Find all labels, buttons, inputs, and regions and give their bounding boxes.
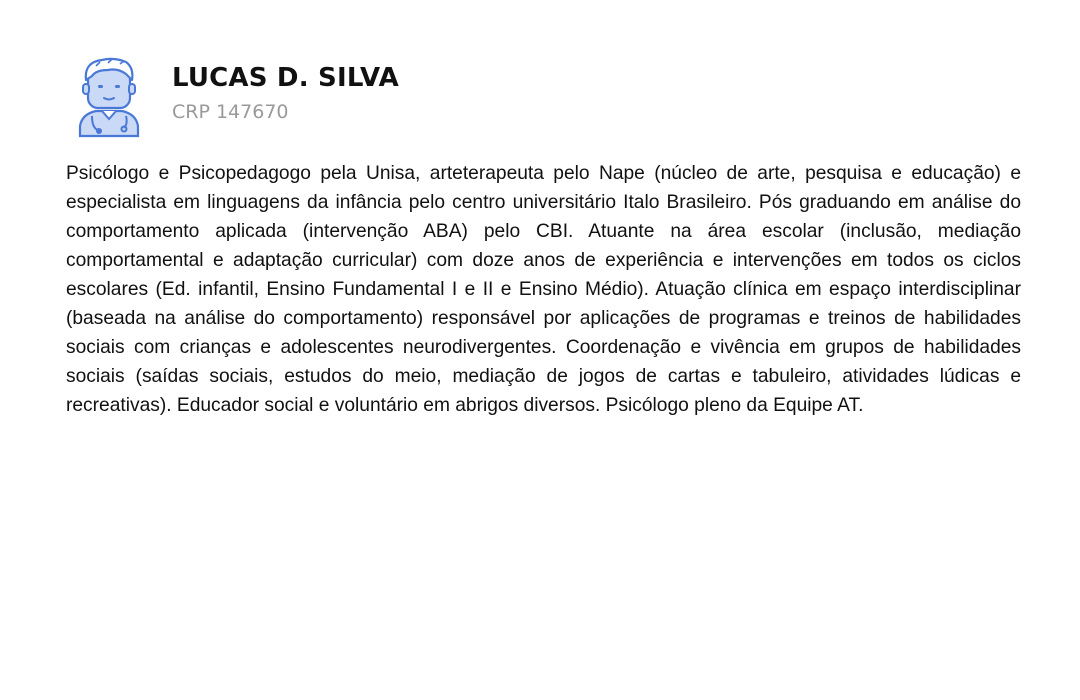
- profile-header: [66, 56, 1021, 140]
- professional-bio: Psicólogo e Psicopedagogo pela Unisa, arteterapeuta pelo Nape (núcleo de arte, pesquisa e educação) e especialista em linguagens da infância pelo centro universitário Italo Brasileiro. Pós graduando em análise do comportamento aplicada (intervenção ABA) pelo CBI. Atuante na área escolar (inclusão, mediação comportamental e adaptação curricular) com doze anos de experiência e intervenções em todos os ciclos escolares (Ed. infantil, Ensino Fundamental I e II e Ensino Médio). Atuação clínica em espaço interdisciplinar (baseada na análise do comportamento) responsável por aplicações de programas e treinos de habilidades sociais com crianças e adolescentes neurodivergentes. Coordenação e vivência em grupos de habilidades sociais (saídas sociais, estudos do meio, mediação de jogos de cartas e tabuleiro, atividades lúdicas e recreativas). Educador social e voluntário em abrigos diversos. Psicólogo pleno da Equipe AT.: [66, 163, 1021, 416]
- professional-name: LUCAS D. SILVA: [172, 63, 399, 93]
- profile-card: [66, 56, 1021, 420]
- registration-number: CRP 147670: [172, 101, 289, 123]
- name-block: [172, 62, 399, 124]
- psychologist-avatar-icon: [74, 56, 144, 140]
